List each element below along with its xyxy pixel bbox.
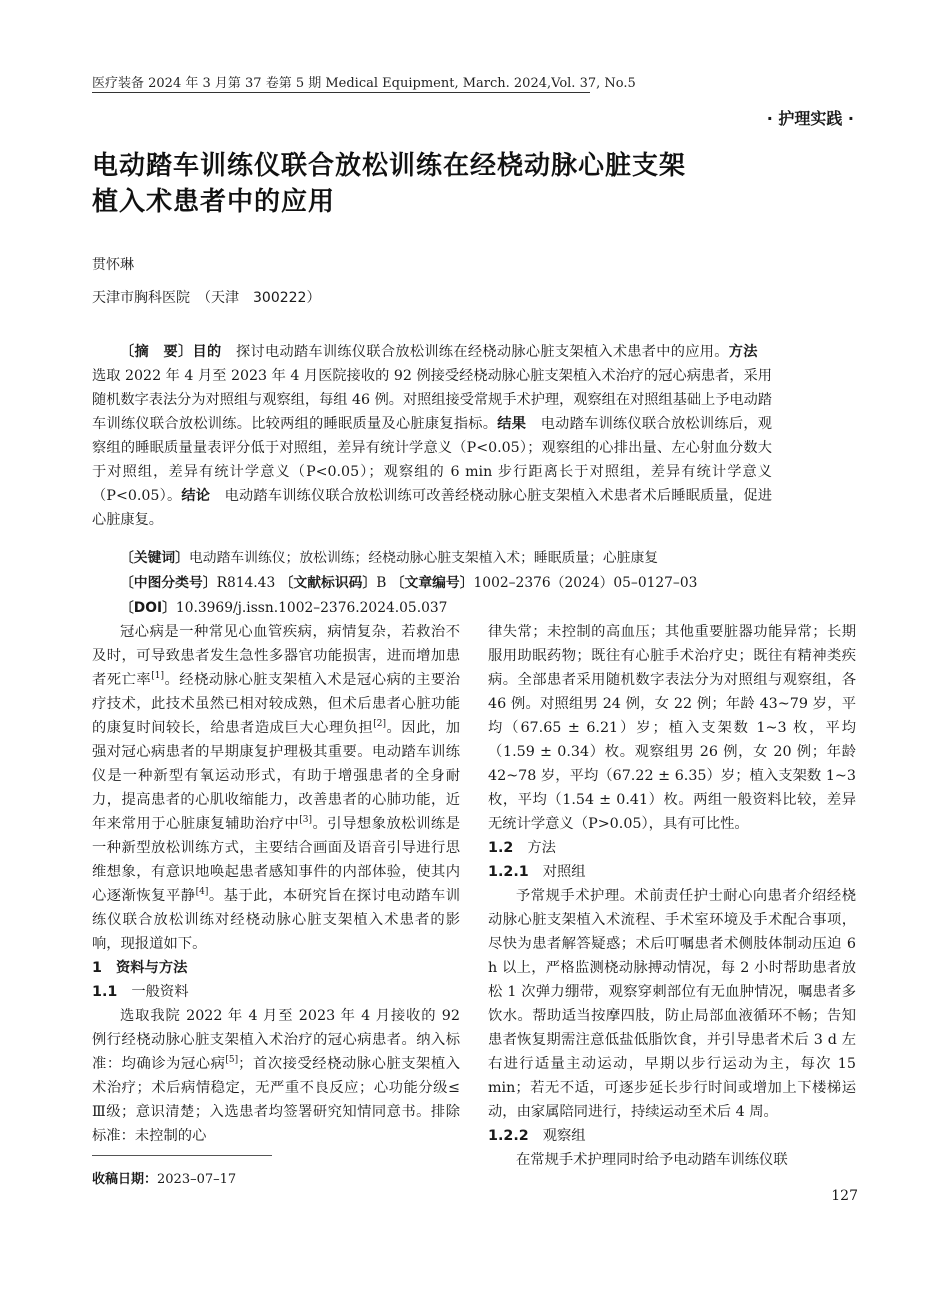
author: 贯怀琳 — [92, 257, 134, 273]
ref-4: [4] — [195, 887, 209, 898]
article-no: 1002–2376（2024）05–0127–03 — [473, 575, 698, 591]
clc-label: 〔中图分类号〕 — [120, 575, 217, 591]
header-rule — [92, 92, 590, 93]
observation-group-paragraph: 在常规手术护理同时给予电动踏车训练仪联 — [516, 1152, 788, 1168]
keywords-line — [120, 546, 658, 566]
ref-5: [5] — [225, 1055, 239, 1066]
section-tag: · 护理实践 · — [766, 109, 854, 128]
right-column — [488, 620, 856, 1172]
methods-label: 方法 — [728, 344, 758, 360]
heading-1: 1 资料与方法 — [92, 960, 188, 976]
heading-1-2: 1.2 方法 — [488, 840, 556, 856]
ref-1: [1] — [151, 671, 164, 682]
title-line-2: 植入术患者中的应用 — [92, 187, 336, 217]
general-info-continued: 律失常；未控制的高血压；其他重要脏器功能异常；长期服用助眠药物；既往有心脏手术治疗史；既往有精神类疾病。全部患者采用随机数字表法分为对照组与观察组，各 46 例。对照组男 24 例，女 22 例；年龄 43~79 岁，平均（67.65 ± 6.21）岁；植入支架数 1~3 枚，平均（1.59 ± 0.34）枚。观察组男 26 例，女 20 例；年龄 42~78 岁，平均（67.22 ± 6.35）岁；植入支架数 1~3 枚，平均（1.54 ± 0.41）枚。两组一般资料比较，差异无统计学意义（P>0.05），具有可比性。 — [488, 624, 856, 832]
ref-3: [3] — [299, 815, 312, 826]
keywords: 电动踏车训练仪；放松训练；经桡动脉心脏支架植入术；睡眠质量；心脏康复 — [188, 550, 659, 566]
title-line-1: 电动踏车训练仪联合放松训练在经桡动脉心脏支架 — [92, 151, 687, 181]
doi: 10.3969/j.issn.1002–2376.2024.05.037 — [175, 600, 448, 616]
control-group-paragraph: 予常规手术护理。术前责任护士耐心向患者介绍经桡动脉心脏支架植入术流程、手术室环境及手术配合事项，尽快为患者解答疑惑；术后叮嘱患者术侧肢体制动压迫 6 h 以上，严格监测桡动脉搏动情况，每 2 小时帮助患者放松 1 次弹力绷带，观察穿刺部位有无血肿情况，嘱患者多饮水。帮助适当按摩四肢，防止局部血液循环不畅；告知患者恢复期需注意低盐低脂饮食，并引导患者术后 3 d 左右进行适量主动运动，早期以步行运动为主，每次 15 min；若无不适，可逐步延长步行时间或增加上下楼梯运动，由家属陪同进行，持续运动至术后 4 周。 — [488, 888, 856, 1120]
doccode-label: 〔文献标识码〕 — [279, 575, 377, 591]
conclusion-label: 结论 — [181, 488, 211, 504]
doccode: B — [376, 575, 387, 591]
results-label: 结果 — [497, 416, 527, 432]
abstract-purpose: 探讨电动踏车训练仪联合放松训练在经桡动脉心脏支架植入术患者中的应用。 — [221, 344, 729, 360]
page-number: 127 — [831, 1188, 858, 1204]
footnote-rule — [92, 1155, 272, 1156]
article-title — [92, 148, 792, 220]
general-info-paragraph: 选取我院 2022 年 4 月至 2023 年 4 月接收的 92 例行经桡动脉心脏支架植入术治疗的冠心病患者。纳入标准：均确诊为冠心病[5]；首次接受经桡动脉心脏支架植入术治疗；术后病情稳定，无严重不良反应；心功能分级≤ Ⅲ级；意识清楚；入选患者均签署研究知情同意书。排除标准：未控制的心 — [92, 1008, 461, 1144]
intro-paragraph: 冠心病是一种常见心血管疾病，病情复杂，若救治不及时，可导致患者发生急性多器官功能损害，进而增加患者死亡率[1]。经桡动脉心脏支架植入术是冠心病的主要治疗技术，此技术虽然已相对较成熟，但术后患者心脏功能的康复时间较长，给患者造成巨大心理负担[2]。因此，加强对冠心病患者的早期康复护理极其重要。电动踏车训练仪是一种新型有氧运动形式，有助于增强患者的全身耐力，提高患者的心肌收缩能力，改善患者的心肺功能，近年来常用于心脏康复辅助治疗中[3]。引导想象放松训练是一种新型放松训练方式，主要结合画面及语音引导进行思维想象，有意识地唤起患者感知事件的内部体验，使其内心逐渐恢复平静[4]。基于此，本研究旨在探讨电动踏车训练仪联合放松训练对经桡动脉心脏支架植入术患者的影响，现报道如下。 — [92, 624, 461, 952]
left-column — [92, 620, 460, 1148]
abstract-results: 电动踏车训练仪联合放松训练后，观察组的睡眠质量量表评分低于对照组，差异有统计学意义（P<0.05）；观察组的心排出量、左心射血分数大于对照组，差异有统计学意义（P<0.05）；观察组的 6 min 步行距离长于对照组，差异有统计学意义（P<0.05）。 — [92, 416, 772, 504]
running-head: 医疗装备 2024 年 3 月第 37 卷第 5 期 Medical Equipment, March. 2024,Vol. 37, No.5 — [92, 76, 636, 91]
abstract-label: 〔摘 要〕目的 — [120, 344, 222, 360]
heading-1-2-1: 1.2.1 对照组 — [488, 864, 586, 880]
ref-2: [2] — [373, 719, 386, 730]
classification-line — [120, 571, 697, 591]
affiliation: 天津市胸科医院 （天津 300222） — [92, 290, 321, 306]
heading-1-1: 1.1 一般资料 — [92, 984, 189, 1000]
article-no-label: 〔文章编号〕 — [390, 575, 474, 591]
heading-1-2-2: 1.2.2 观察组 — [488, 1128, 586, 1144]
received-date — [92, 1168, 236, 1187]
keywords-label: 〔关键词〕 — [120, 550, 189, 566]
doi-line — [120, 596, 447, 616]
clc-code: R814.43 — [216, 575, 276, 591]
abstract-methods: 选取 2022 年 4 月至 2023 年 4 月医院接收的 92 例接受经桡动脉心脏支架植入术治疗的冠心病患者，采用随机数字表法分为对照组与观察组，每组 46 例。对照组接受常规手术护理，观察组在对照组基础上予电动踏车训练仪联合放松训练。比较两组的睡眠质量及心脏康复指标。 — [92, 344, 772, 432]
received-value: 2023–07–17 — [157, 1172, 237, 1187]
abstract-conclusion: 电动踏车训练仪联合放松训练可改善经桡动脉心脏支架植入术患者术后睡眠质量，促进心脏康复。 — [92, 488, 772, 528]
doi-label: 〔DOI〕 — [120, 600, 176, 616]
abstract — [92, 340, 772, 532]
received-label: 收稿日期： — [92, 1172, 158, 1187]
